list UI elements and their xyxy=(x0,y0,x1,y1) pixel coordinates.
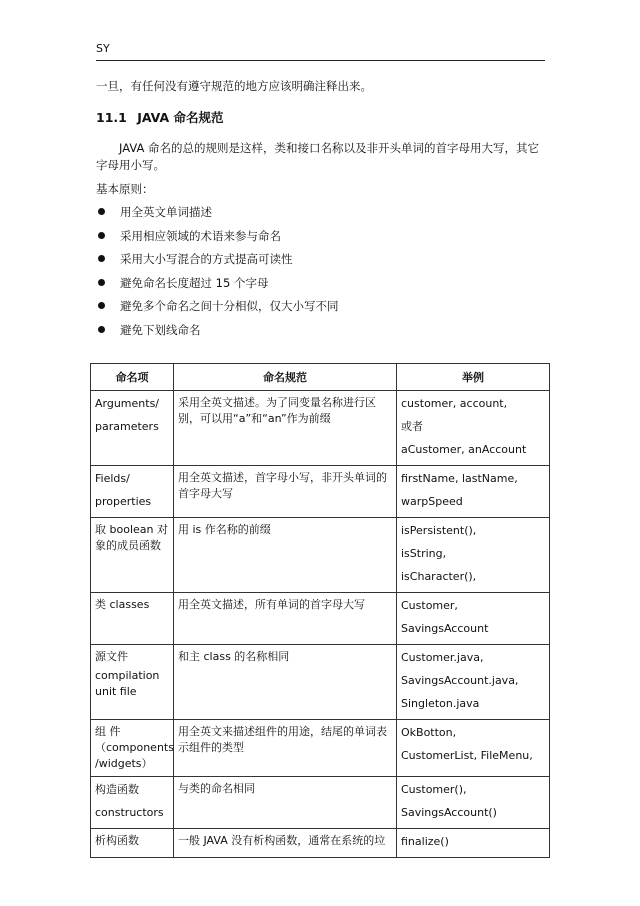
table-row xyxy=(91,593,550,645)
item-cell: 组 件 （components /widgets） xyxy=(91,720,174,777)
column-header: 命名项 xyxy=(91,364,174,391)
rule-cell: 用 is 作名称的前缀 xyxy=(174,518,397,593)
column-header: 举例 xyxy=(397,364,550,391)
item-cell: Fields/ properties xyxy=(91,466,174,518)
example-cell: Customer, SavingsAccount xyxy=(397,593,550,645)
table-row xyxy=(91,829,550,858)
bullet-icon xyxy=(98,232,105,239)
example-cell: OkBotton, CustomerList, FileMenu, xyxy=(397,720,550,777)
example-cell: customer, account, 或者 aCustomer, anAccount xyxy=(397,391,550,466)
list-item: 避免命名长度超过 15 个字母 xyxy=(96,275,339,299)
section-title xyxy=(96,108,224,126)
item-cell: 类 classes xyxy=(91,593,174,645)
bullet-icon xyxy=(98,255,105,262)
example-cell: isPersistent(), isString, isCharacter(), xyxy=(397,518,550,593)
rule-cell: 用全英文来描述组件的用途，结尾的单词表示组件的类型 xyxy=(174,720,397,777)
rule-cell: 和主 class 的名称相同 xyxy=(174,645,397,720)
item-cell: 构造函数 constructors xyxy=(91,777,174,829)
section-number: 11.1 xyxy=(96,110,127,125)
bullet-icon xyxy=(98,326,105,333)
naming-rule-paragraph: JAVA 命名的总的规则是这样，类和接口名称以及非开头单词的首字母用大写，其它字母用小写。 xyxy=(96,141,539,172)
rule-cell: 一般 JAVA 没有析构函数，通常在系统的垃 xyxy=(174,829,397,858)
section-heading: JAVA 命名规范 xyxy=(137,110,224,125)
table-row xyxy=(91,777,550,829)
example-cell: Customer.java, SavingsAccount.java, Singleton.java xyxy=(397,645,550,720)
table-row xyxy=(91,391,550,466)
table-row xyxy=(91,645,550,720)
basic-principles-label: 基本原则： xyxy=(96,182,154,196)
table-row xyxy=(91,720,550,777)
rule-cell: 采用全英文描述。为了同变量名称进行区别，可以用“a”和“an”作为前缀 xyxy=(174,391,397,466)
list-item: 避免多个命名之间十分相似，仅大小写不同 xyxy=(96,298,339,322)
example-cell: Customer(), SavingsAccount() xyxy=(397,777,550,829)
table-row xyxy=(91,466,550,518)
page-header: SY xyxy=(96,42,545,61)
list-item: 采用大小写混合的方式提高可读性 xyxy=(96,251,339,275)
rule-cell: 用全英文描述，所有单词的首字母大写 xyxy=(174,593,397,645)
item-cell: Arguments/ parameters xyxy=(91,391,174,466)
item-cell: 取 boolean 对象的成员函数 xyxy=(91,518,174,593)
rule-cell: 用全英文描述，首字母小写，非开头单词的首字母大写 xyxy=(174,466,397,518)
bullet-icon xyxy=(98,208,105,215)
list-item: 采用相应领域的术语来参与命名 xyxy=(96,228,339,252)
list-item: 避免下划线命名 xyxy=(96,322,339,346)
column-header: 命名规范 xyxy=(174,364,397,391)
rule-cell: 与类的命名相同 xyxy=(174,777,397,829)
naming-convention-table xyxy=(90,363,550,858)
principles-list xyxy=(96,204,339,346)
intro-text: 一旦，有任何没有遵守规范的地方应该明确注释出来。 xyxy=(96,79,372,93)
item-cell: 析构函数 xyxy=(91,829,174,858)
list-item: 用全英文单词描述 xyxy=(96,204,339,228)
bullet-icon xyxy=(98,302,105,309)
table-row xyxy=(91,518,550,593)
item-cell: 源文件 compilation unit file xyxy=(91,645,174,720)
bullet-icon xyxy=(98,279,105,286)
example-cell: firstName, lastName, warpSpeed xyxy=(397,466,550,518)
example-cell: finalize() xyxy=(397,829,550,858)
table-header-row xyxy=(91,364,550,391)
